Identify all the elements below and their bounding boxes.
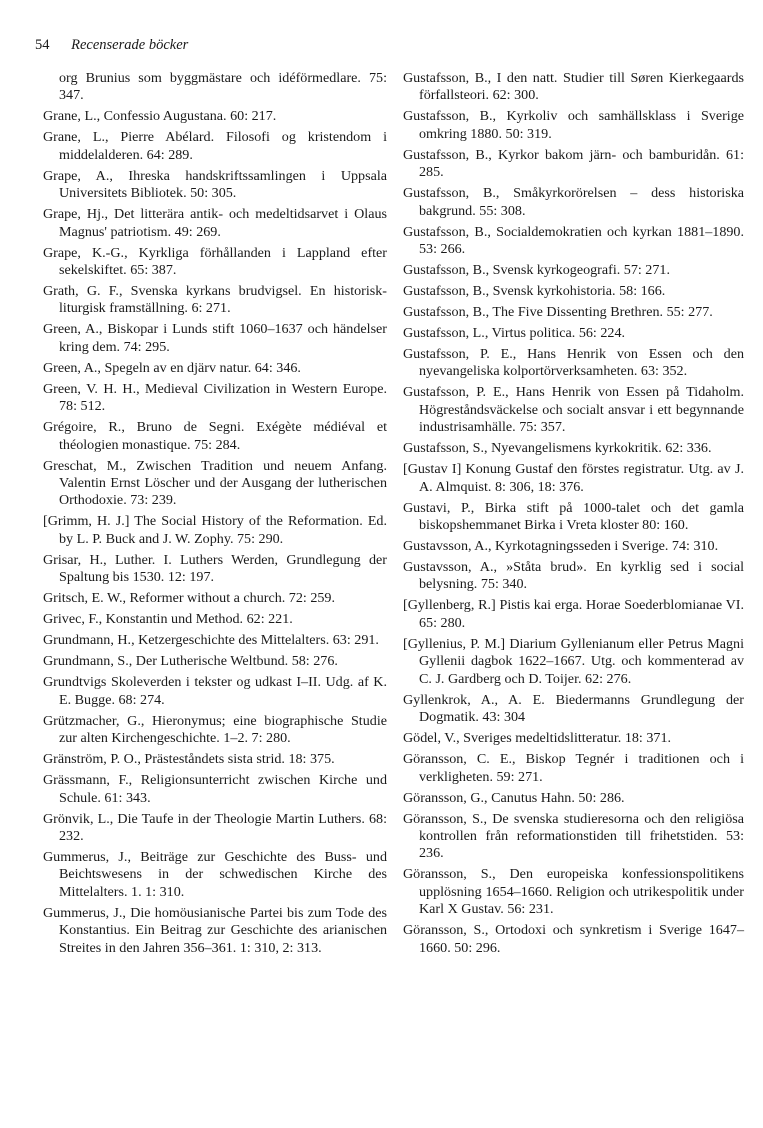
list-item: Gustafsson, B., Svensk kyrkogeografi. 57: 271. [403,262,670,279]
list-item: [Gyllenberg, R.] Pistis kai erga. Horae Soederblomianae VI. 65: 280. [403,597,744,631]
list-item: Grundmann, S., Der Lutherische Weltbund. 58: 276. [43,653,338,670]
list-item: Grane, L., Confessio Augustana. 60: 217. [43,108,277,125]
list-item: Grivec, F., Konstantin und Method. 62: 221. [43,611,293,628]
list-item: Gustafsson, B., The Five Dissenting Brethren. 55: 277. [403,304,713,321]
list-item: Grisar, H., Luther. I. Luthers Werden, Grundlegung der Spaltung bis 1530. 12: 197. [43,551,387,586]
list-item: Gustafsson, P. E., Hans Henrik von Essen och den nyevangeliska kolportörverksamheten. 63: 352. [403,346,744,380]
page-header [35,36,188,54]
list-item: Grégoire, R., Bruno de Segni. Exégète médiéval et théologien monastique. 75: 284. [43,419,387,453]
list-item: Grässmann, F., Religionsunterricht zwischen Kirche und Schule. 61: 343. [43,772,387,806]
list-item: Gustafsson, L., Virtus politica. 56: 224. [403,325,626,342]
list-item: Göransson, G., Canutus Hahn. 50: 286. [403,789,625,806]
running-title: Recenserade böcker [71,37,189,53]
list-item: Gyllenkrok, A., A. E. Biedermanns Grundlegung der Dogmatik. 43: 304 [403,691,744,726]
list-item: Grape, A., Ihreska handskriftssamlingen i Uppsala Universitets Bibliotek. 50: 305. [43,167,387,202]
list-item: Green, A., Spegeln av en djärv natur. 64: 346. [43,359,301,376]
list-item: Gustafsson, B., I den natt. Studier till Søren Kierkegaards förfallsteori. 62: 300. [403,70,744,104]
list-item: Grützmacher, G., Hieronymus; eine biographische Studie zur alten Kirchengeschichte. 1–2. 7: 280. [43,712,387,747]
list-item: Göransson, C. E., Biskop Tegnér i traditionen och i verkligheten. 59: 271. [403,751,744,785]
list-item: Gustafsson, P. E., Hans Henrik von Essen på Tidaholm. Högreståndsväckelse och socialt ansvar i ett begynnande industrisamhälle. 75: 357. [403,384,744,436]
list-item: Gustafsson, B., Kyrkoliv och samhällsklass i Sverige omkring 1880. 50: 319. [403,108,744,142]
list-item: Gustafsson, B., Kyrkor bakom järn- och bamburidån. 61: 285. [403,146,744,181]
list-item: Green, V. H. H., Medieval Civilization in Western Europe. 78: 512. [43,380,387,415]
list-item: Grundmann, H., Ketzergeschichte des Mittelalters. 63: 291. [43,632,379,649]
list-item: Gödel, V., Sveriges medeltidslitteratur. 18: 371. [403,730,672,747]
list-item: Gränström, P. O., Prästeståndets sista strid. 18: 375. [43,751,335,768]
list-item: Gustavsson, A., »Ståta brud». En kyrklig sed i social belysning. 75: 340. [403,559,744,593]
list-item: Gummerus, J., Beiträge zur Geschichte des Buss- und Beichtswesens in der schwedischen Kirche des Mittelalters. 1. 1: 310. [43,848,387,900]
list-item: Gustafsson, B., Svensk kyrkohistoria. 58: 166. [403,283,666,300]
list-item: [Gyllenius, P. M.] Diarium Gyllenianum eller Petrus Magni Gyllenii dagbok 1622–1667. Utg. och kommenterad av C. J. Gardberg och D. Toijer. 62: 276. [403,635,744,687]
list-item: Gustafsson, B., Småkyrkorörelsen – dess historiska bakgrund. 55: 308. [403,185,744,219]
list-item: Gritsch, E. W., Reformer without a church. 72: 259. [43,590,335,607]
list-item: Gustafsson, S., Nyevangelismens kyrkokritik. 62: 336. [403,440,712,457]
list-item: Gustavsson, A., Kyrkotagningsseden i Sverige. 74: 310. [403,538,719,555]
list-item: Grape, Hj., Det litterära antik- och medeltidsarvet i Olaus Magnus' patriotism. 49: 269. [43,206,387,240]
list-item: Grath, G. F., Svenska kyrkans brudvigsel. En historisk-liturgisk framställning. 6: 271. [43,283,387,317]
list-item: Grane, L., Pierre Abélard. Filosofi og kristendom i middelalderen. 64: 289. [43,129,387,163]
list-item: Göransson, S., Den europeiska konfessionspolitikens upplösning 1654–1660. Religion och utrikespolitik under Karl X Gustav. 56: 231. [403,866,744,918]
list-item: Gustafsson, B., Socialdemokratien och kyrkan 1881–1890. 53: 266. [403,223,744,258]
list-item: Green, A., Biskopar i Lunds stift 1060–1637 och händelser kring dem. 74: 295. [43,321,387,355]
list-item: Grönvik, L., Die Taufe in der Theologie Martin Luthers. 68: 232. [43,810,387,844]
list-item: Grape, K.-G., Kyrkliga förhållanden i Lappland efter sekelskiftet. 65: 387. [43,244,387,279]
list-item: Grundtvigs Skoleverden i tekster og udkast I–II. Udg. af K. E. Bugge. 68: 274. [43,674,387,708]
list-item: Gummerus, J., Die homöusianische Partei bis zum Tode des Konstantius. Ein Beitrag zur Geschichte des arianischen Streites in den Jahren 356–361. 1: 310, 2: 313. [43,904,387,956]
right-column [403,70,744,961]
page-number: 54 [35,37,50,53]
left-column [43,70,387,961]
list-item: Greschat, M., Zwischen Tradition und neuem Anfang. Valentin Ernst Löscher und der Ausgang der lutherischen Orthodoxie. 73: 239. [43,457,387,509]
list-item: Göransson, S., Ortodoxi och synkretism i Sverige 1647–1660. 50: 296. [403,922,744,956]
list-item: [Grimm, H. J.] The Social History of the Reformation. Ed. by L. P. Buck and J. W. Zophy. 75: 290. [43,513,387,547]
list-item: [Gustav I] Konung Gustaf den förstes registratur. Utg. av J. A. Almquist. 8: 306, 18: 376. [403,461,744,495]
list-item: Göransson, S., De svenska studieresorna och den religiösa kontrollen från reformationstiden till frihetstiden. 53: 236. [403,810,744,862]
list-item: Gustavi, P., Birka stift på 1000-talet och det gamla biskopshemmanet Birka i Vreta kloster 80: 160. [403,499,744,534]
list-item: org Brunius som byggmästare och idéförmedlare. 75: 347. [59,70,387,104]
